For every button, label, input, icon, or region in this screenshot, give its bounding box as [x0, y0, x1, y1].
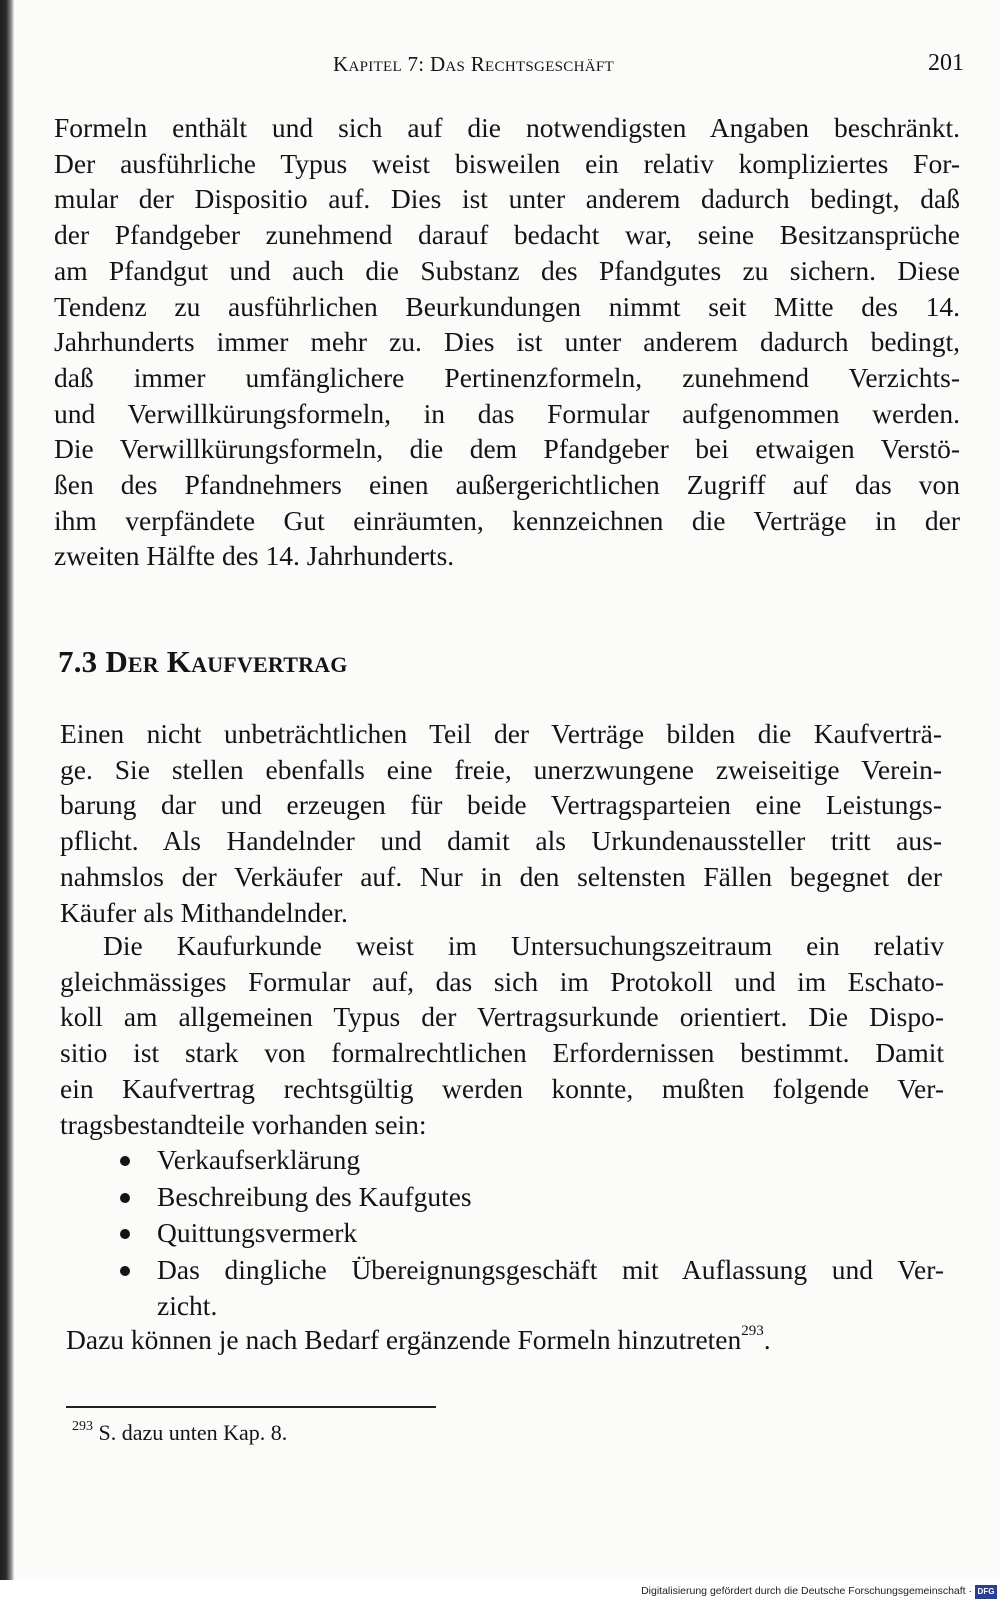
paragraph-1: [54, 110, 960, 574]
text-line: mular der Dispositio auf. Dies ist unter anderem dadurch bedingt, daß: [54, 183, 960, 215]
footnote-number: 293: [72, 1419, 93, 1434]
text-line: zweiten Hälfte des 14. Jahrhunderts.: [54, 540, 455, 572]
text-line: sitio ist stark von formalrechtlichen Erfordernissen bestimmt. Damit: [60, 1037, 944, 1069]
list-item-text: Verkaufserklärung: [157, 1144, 361, 1175]
footnote: [72, 1418, 287, 1448]
section-number: 7.3: [58, 644, 98, 679]
bullet-icon: [120, 1156, 130, 1166]
paragraph-3: [60, 928, 944, 1142]
list-item-text-line: Das dingliche Übereignungsgeschäft mit Auflassung und Ver-: [157, 1253, 944, 1285]
text-line: am Pfandgut und auch die Substanz des Pfandgutes zu sichern. Diese: [54, 254, 960, 286]
list-item: [104, 1179, 944, 1216]
digitization-credit: Digitalisierung gefördert durch die Deutsche Forschungsgemeinschaft ·: [641, 1585, 972, 1597]
list-item: [104, 1142, 944, 1179]
text-line: der Pfandgeber zunehmend darauf bedacht war, seine Besitzansprüche: [54, 219, 960, 251]
text-line: daß immer umfänglichere Pertinenzformeln, zunehmend Verzichts-: [54, 361, 960, 393]
list-item: [104, 1252, 944, 1325]
running-header: [0, 50, 1000, 84]
text-line: ge. Sie stellen ebenfalls eine freie, unerzwungene zweiseitige Verein-: [60, 753, 942, 785]
text-line: Käufer als Mithandelnder.: [60, 896, 348, 928]
text-line: Jahrhunderts immer mehr zu. Dies ist unter anderem dadurch bedingt,: [54, 326, 960, 358]
text-line: koll am allgemeinen Typus der Vertragsurkunde orientiert. Die Dispo-: [60, 1001, 944, 1033]
text-line: Der ausführliche Typus weist bisweilen ein relativ kompliziertes For-: [54, 147, 960, 179]
list-item-text-line: zicht.: [157, 1290, 218, 1321]
text-line: Einen nicht unbeträchtlichen Teil der Verträge bilden die Kaufverträ-: [60, 718, 942, 749]
bullet-icon: [120, 1229, 130, 1239]
closing-sentence: [66, 1322, 946, 1358]
footnote-text: S. dazu unten Kap. 8.: [98, 1420, 288, 1445]
page-number: 201: [928, 50, 964, 76]
book-binding-edge: [0, 0, 14, 1604]
paragraph-2: [60, 716, 942, 930]
list-item-text: Quittungsvermerk: [157, 1217, 358, 1248]
text-line: ßen des Pfandnehmers einen außergerichtlichen Zugriff auf das von: [54, 469, 960, 501]
text-line: barung dar und erzeugen für beide Vertragsparteien eine Leistungs-: [60, 789, 942, 821]
list-item-text: Beschreibung des Kaufgutes: [157, 1180, 472, 1212]
text-line: gleichmässiges Formular auf, das sich im Protokoll und im Eschato-: [60, 965, 944, 997]
text-line: Die Kaufurkunde weist im Untersuchungszeitraum ein relativ: [103, 930, 944, 961]
dfg-logo-icon: DFG: [975, 1585, 997, 1599]
bullet-icon: [120, 1193, 130, 1203]
text-line: Die Verwillkürungsformeln, die dem Pfandgeber bei etwaigen Verstö-: [54, 433, 960, 465]
text-line: ihm verpfändete Gut einräumten, kennzeichnen die Verträge in der: [54, 504, 960, 536]
running-title: Kapitel 7: Das Rechtsgeschäft: [333, 52, 614, 76]
closing-text: Dazu können je nach Bedarf ergänzende Formeln hinzutreten: [66, 1324, 742, 1355]
requirements-list: [104, 1142, 944, 1325]
bullet-icon: [120, 1266, 130, 1276]
text-line: und Verwillkürungsformeln, in das Formular aufgenommen werden.: [54, 397, 960, 429]
text-line: Formeln enthält und sich auf die notwendigsten Angaben beschränkt.: [54, 112, 960, 143]
text-line: pflicht. Als Handelnder und damit als Urkundenaussteller tritt aus-: [60, 825, 942, 857]
section-heading: [58, 644, 348, 680]
list-item: [104, 1215, 944, 1252]
text-line: nahmslos der Verkäufer auf. Nur in den seltensten Fällen begegnet der: [60, 860, 942, 892]
text-line: ein Kaufvertrag rechtsgültig werden konnte, mußten folgende Ver-: [60, 1072, 944, 1104]
text-line: tragsbestandteile vorhanden sein:: [60, 1108, 427, 1140]
section-title: Der Kaufvertrag: [105, 644, 348, 679]
footnote-reference: 293: [741, 1323, 764, 1339]
closing-period: .: [763, 1324, 771, 1355]
digitization-credit-bar: [0, 1580, 1000, 1604]
text-line: Tendenz zu ausführlichen Beurkundungen nimmt seit Mitte des 14.: [54, 290, 960, 322]
footnote-rule: [66, 1406, 436, 1408]
